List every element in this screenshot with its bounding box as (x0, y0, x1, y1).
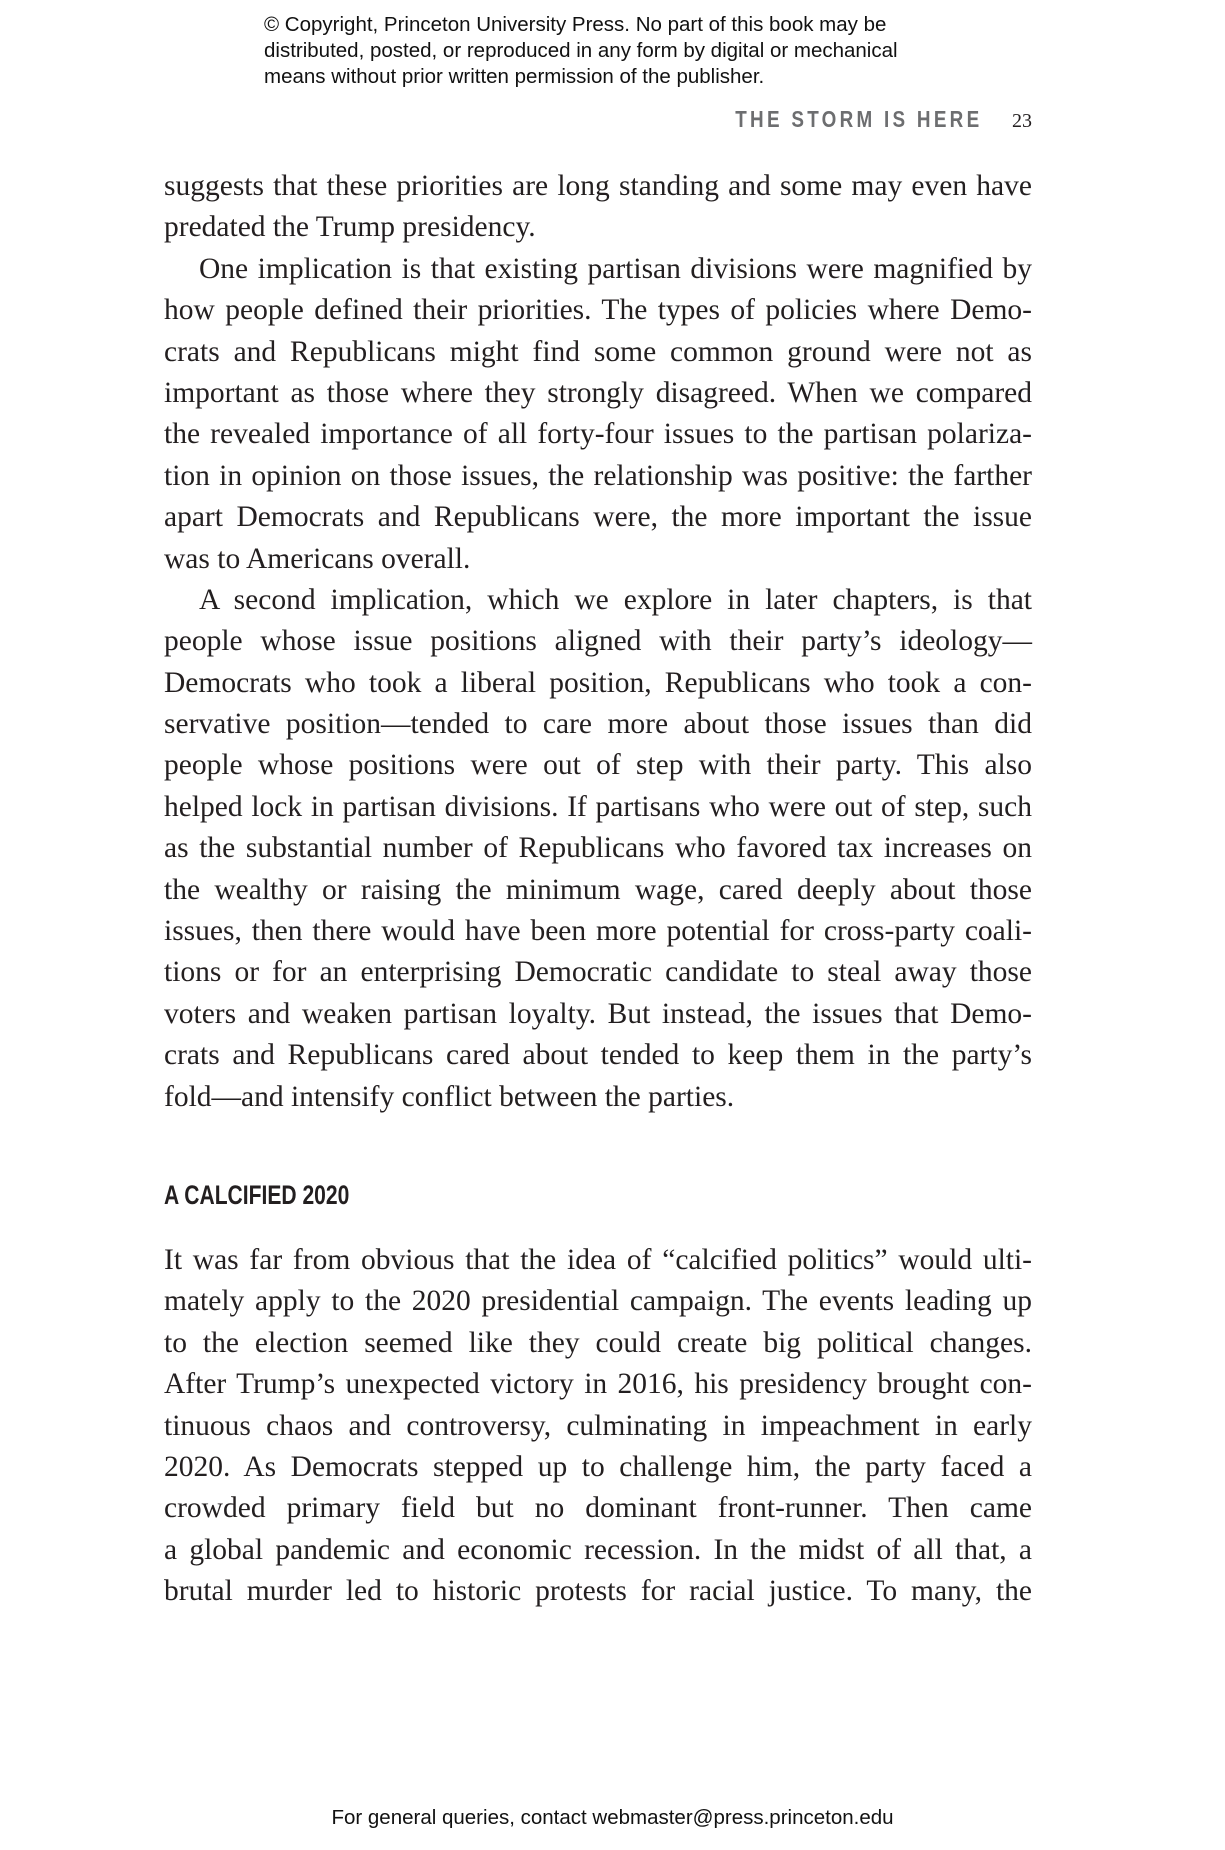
text-line: crowded primary field but no dominant front-runner. Then came (164, 1492, 1032, 1525)
text-line: voters and weaken partisan loyalty. But instead, the issues that Demo- (164, 997, 1032, 1030)
copyright-line: distributed, posted, or reproduced in any form by digital or mechanical (264, 39, 898, 62)
copyright-line: means without prior written permission of the publisher. (264, 65, 765, 88)
text-line: a global pandemic and economic recession. In the midst of all that, a (164, 1533, 1032, 1566)
text-line: people whose positions were out of step with their party. This also (164, 749, 1032, 782)
text-line: people whose issue positions aligned with their party’s ideology— (164, 625, 1032, 658)
text-line: tinuous chaos and controversy, culminating in impeachment in early (164, 1409, 1032, 1442)
text-line: brutal murder led to historic protests for racial justice. To many, the (164, 1575, 1032, 1608)
copyright-notice (264, 12, 1024, 90)
text-line: the wealthy or raising the minimum wage, cared deeply about those (164, 873, 1032, 906)
text-line: 2020. As Democrats stepped up to challenge him, the party faced a (164, 1450, 1032, 1483)
running-head-title: THE STORM IS HERE (734, 106, 982, 132)
text-line: After Trump’s unexpected victory in 2016, his presidency brought con- (164, 1368, 1032, 1401)
text-line: tion in opinion on those issues, the relationship was positive: the farther (164, 459, 1032, 492)
text-line: One implication is that existing partisan divisions were magnified by (199, 252, 1032, 285)
text-line: Democrats who took a liberal position, Republicans who took a con- (164, 666, 1032, 699)
text-line: as the substantial number of Republicans who favored tax increases on (164, 832, 1032, 865)
text-line: servative position—tended to care more about those issues than did (164, 708, 1032, 741)
text-line: issues, then there would have been more potential for cross-party coali- (164, 915, 1032, 948)
running-head (681, 106, 1032, 133)
copyright-line: © Copyright, Princeton University Press. No part of this book may be (264, 13, 887, 36)
text-line: how people defined their priorities. The types of policies where Demo- (164, 294, 1032, 327)
text-line: apart Democrats and Republicans were, the more important the issue (164, 501, 1032, 534)
text-line: to the election seemed like they could create big political changes. (164, 1326, 1032, 1359)
body-text (164, 166, 1032, 1118)
footer-contact: For general queries, contact webmaster@press.princeton.edu (331, 1806, 894, 1829)
text-line: was to Americans overall. (164, 542, 471, 575)
paragraph-calcified-2020 (164, 1240, 1032, 1613)
section-body-text (164, 1240, 1032, 1613)
text-line: A second implication, which we explore in later chapters, is that (199, 583, 1032, 616)
paragraph-second-implication (164, 580, 1032, 1118)
text-line: It was far from obvious that the idea of “calcified politics” would ulti- (164, 1244, 1032, 1276)
text-line: fold—and intensify conflict between the parties. (164, 1080, 735, 1113)
paragraph-first-implication (164, 249, 1032, 580)
text-line: helped lock in partisan divisions. If partisans who were out of step, such (164, 790, 1032, 823)
paragraph-continuation (164, 166, 1032, 249)
text-line: crats and Republicans might find some common ground were not as (164, 335, 1032, 368)
text-line: the revealed importance of all forty-four issues to the partisan polariza- (164, 418, 1032, 451)
page-number: 23 (1012, 110, 1032, 132)
text-line: tions or for an enterprising Democratic candidate to steal away those (164, 956, 1032, 989)
text-line: mately apply to the 2020 presidential campaign. The events leading up (164, 1285, 1032, 1318)
text-line: suggests that these priorities are long standing and some may even have (164, 170, 1032, 202)
text-line: predated the Trump presidency. (164, 211, 536, 244)
section-heading: A CALCIFIED 2020 (164, 1180, 350, 1210)
text-line: crats and Republicans cared about tended to keep them in the party’s (164, 1039, 1032, 1072)
text-line: important as those where they strongly disagreed. When we compared (164, 376, 1032, 409)
